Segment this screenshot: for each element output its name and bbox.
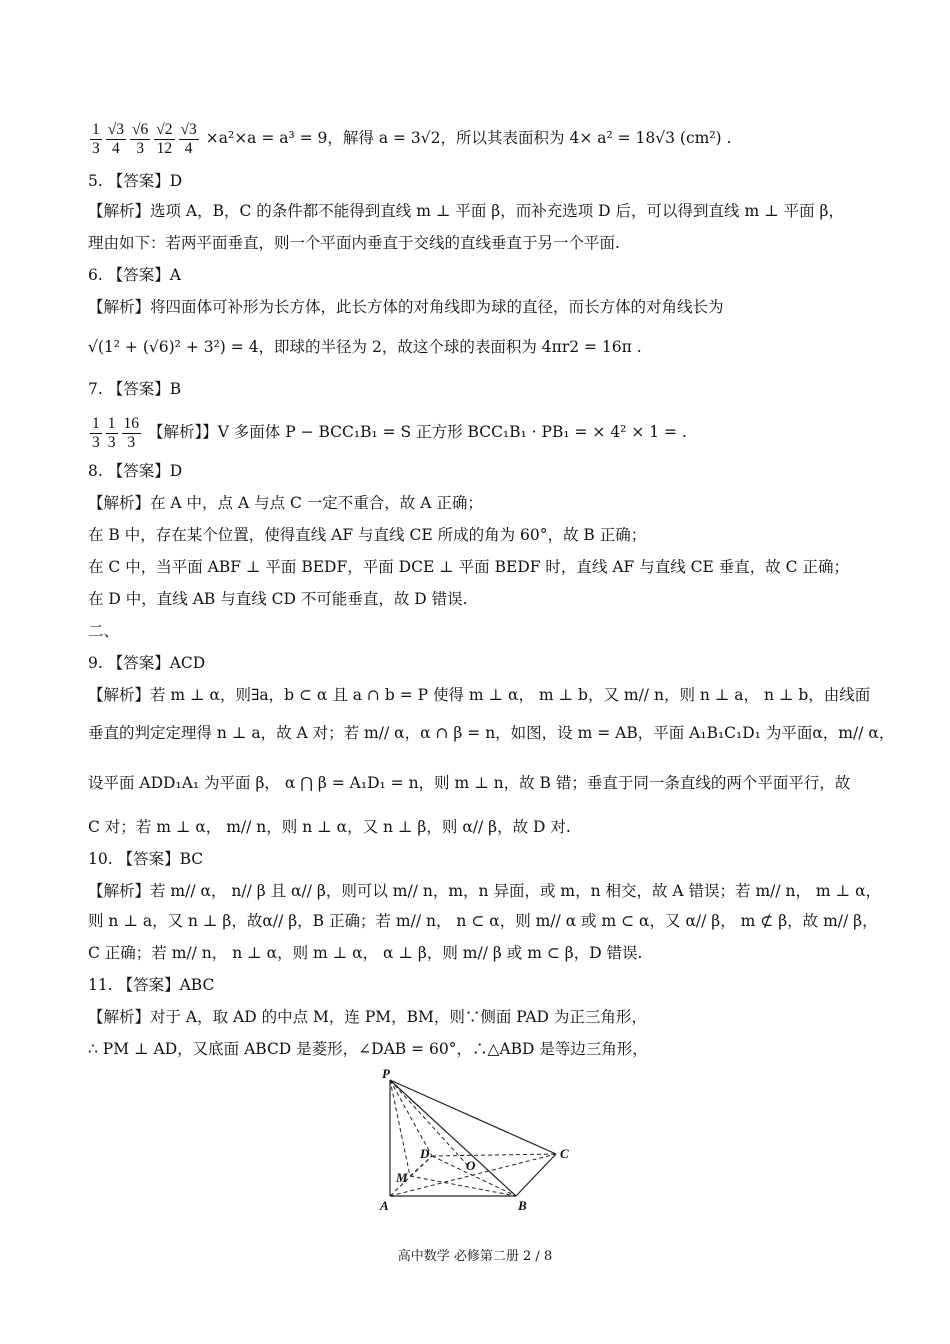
text-line: 5. 【答案】D <box>88 172 183 190</box>
fraction: $\frac{16}{3}$ <box>123 414 139 451</box>
text-line: 10. 【答案】BC <box>88 850 204 868</box>
edge-DC <box>432 1154 556 1156</box>
text-line: 在 B 中，存在某个位置，使得直线 AF 与直线 CE 所成的角为 60°，故 B 正确； <box>88 526 647 544</box>
text-line: 【解析】若 m// α， n// β 且 α// β，则可以 m// n，m，n 异面，或 m，n 相交，故 A 错误；若 m// n， m ⊥ α， <box>88 882 882 900</box>
text-line: 【解析】选项 A，B，C 的条件都不能得到直线 m ⊥ 平面 β，而补充选项 D 后，可以得到直线 m ⊥ 平面 β， <box>88 202 844 220</box>
label-O: O <box>466 1158 476 1173</box>
text-line: 11. 【答案】ABC <box>88 976 215 994</box>
fraction: $\frac{√6}{3}$ <box>132 120 149 157</box>
text-line: 则 n ⊥ a，又 n ⊥ β，故α// β，B 正确；若 m// n， n ⊂ α，则 m// α 或 m ⊂ α，又 α// β， m ⊄ β，故 m// β， <box>88 912 878 930</box>
text-line: 9. 【答案】ACD <box>88 654 206 672</box>
label-B: B <box>518 1198 527 1213</box>
label-D: D <box>420 1146 430 1161</box>
segment-MB <box>410 1176 516 1196</box>
pyramid-figure <box>370 1068 580 1218</box>
text-line: 设平面 ADD₁A₁ 为平面 β， α ⋂ β = A₁D₁ = n，则 m ⊥ n，故 B 错；垂直于同一条直线的两个平面平行，故 <box>88 774 851 792</box>
edge-PC <box>390 1080 556 1154</box>
edge-PD <box>390 1080 432 1156</box>
text-line: 在 D 中，直线 AB 与直线 CD 不可能垂直，故 D 错误. <box>88 590 468 608</box>
fraction: $\frac{1}{3}$ <box>92 414 100 451</box>
text-line: ∴ PM ⊥ AD，又底面 ABCD 是菱形，∠DAB = 60°，∴△ABD 是等边三角形， <box>88 1040 648 1058</box>
fraction: $\frac{√3}{4}$ <box>180 120 197 157</box>
text-line: 【解析】对于 A，取 AD 的中点 M，连 PM，BM，则∵侧面 PAD 为正三角形， <box>88 1008 647 1026</box>
text-line: 6. 【答案】A <box>88 266 181 284</box>
text-content: 【解析】】V 多面体 P − BCC₁B₁ = S 正方形 BCC₁B₁ · PB₁ = × 4² × 1 = . <box>147 423 687 441</box>
text-content: ×a²×a = a³ = 9，解得 a = 3√2，所以其表面积为 4× a² = 18√3 (cm²) . <box>205 129 732 147</box>
text-line: 垂直的判定定理得 n ⊥ a，故 A 对；若 m// α，α ∩ β = n，如图，设 m = AB，平面 A₁B₁C₁D₁ 为平面α，m// α， <box>88 724 895 742</box>
text-line: √(1² + (√6)² + 3²) = 4，即球的半径为 2，故这个球的表面积为 4πr2 = 16π . <box>88 338 642 356</box>
text-line: 【解析】将四面体可补形为长方体，此长方体的对角线即为球的直径，而长方体的对角线长为 <box>88 298 724 316</box>
edge-BC <box>516 1154 556 1196</box>
text-line: 【解析】在 A 中，点 A 与点 C 一定不重合，故 A 正确； <box>88 494 483 512</box>
label-M: M <box>396 1170 408 1185</box>
text-line: C 对；若 m ⊥ α， m// n，则 n ⊥ α，又 n ⊥ β，则 α// β，故 D 对. <box>88 818 571 836</box>
fraction: $\frac{√3}{4}$ <box>107 120 125 157</box>
label-C: C <box>560 1146 569 1161</box>
fraction: $\frac{1}{3}$ <box>107 414 116 451</box>
fraction: $\frac{1}{3}$ <box>92 120 100 157</box>
label-P: P <box>382 1068 390 1081</box>
section-heading: 二、 <box>88 622 120 640</box>
page-footer: 高中数学 必修第二册 2 / 8 <box>397 1249 553 1264</box>
text-line: 在 C 中，当平面 ABF ⊥ 平面 BEDF，平面 DCE ⊥ 平面 BEDF 时，直线 AF 与直线 CE 垂直，故 C 正确； <box>88 558 849 576</box>
text-line <box>88 116 878 160</box>
text-line: 理由如下：若两平面垂直，则一个平面内垂直于交线的直线垂直于另一个平面. <box>88 234 620 252</box>
text-line: 【解析】若 m ⊥ α，则∃a，b ⊂ α 且 a ∩ b = P 使得 m ⊥ α， m ⊥ b，又 m// n，则 n ⊥ a， n ⊥ b，由线面 <box>88 686 871 704</box>
text-line <box>88 410 878 454</box>
text-line: C 正确；若 m// n， n ⊥ α，则 m ⊥ α， α ⊥ β，则 m// β 或 m ⊂ β，D 错误. <box>88 944 643 962</box>
segment-PO <box>390 1080 470 1168</box>
text-line: 8. 【答案】D <box>88 462 183 480</box>
fraction: $\frac{√2}{12}$ <box>156 120 173 157</box>
edge-PB <box>390 1080 516 1196</box>
label-A: A <box>380 1198 389 1213</box>
text-line: 7. 【答案】B <box>88 380 182 398</box>
segment-PM <box>390 1080 410 1176</box>
